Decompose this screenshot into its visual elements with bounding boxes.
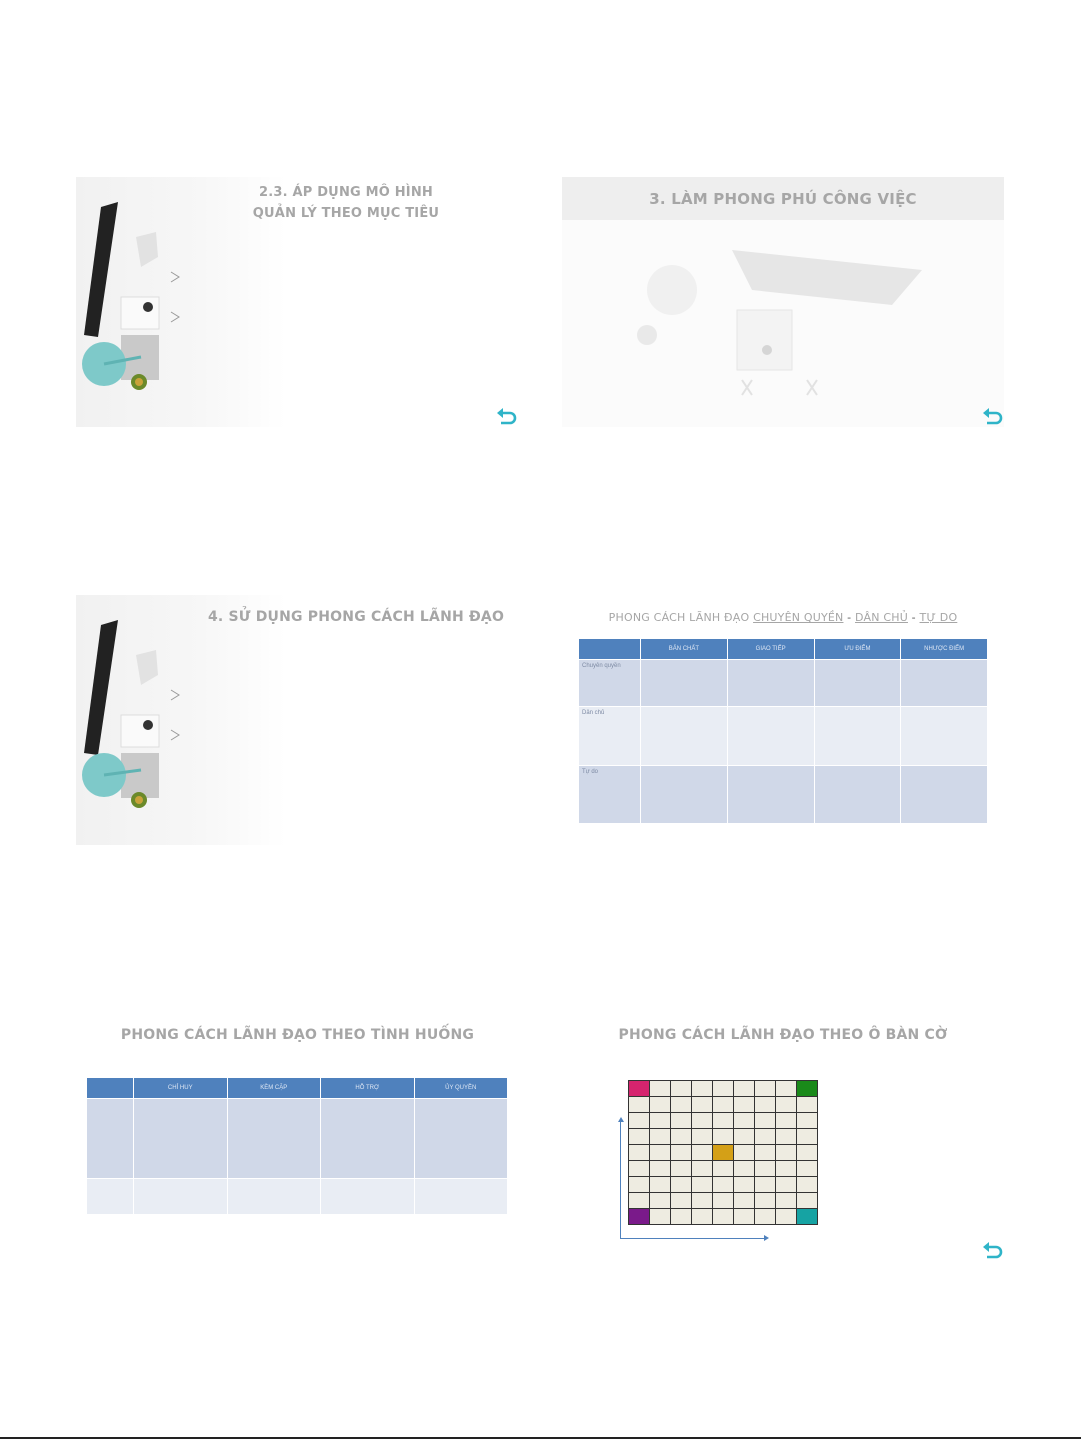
table-row	[87, 1179, 508, 1215]
grid-cell	[671, 1129, 691, 1144]
grid-cell	[776, 1193, 796, 1208]
grid-cell	[671, 1177, 691, 1192]
grid-cell	[650, 1177, 670, 1192]
grid-cell	[713, 1113, 733, 1128]
grid-cell	[776, 1081, 796, 1096]
slide-title: 4. SỬ DỤNG PHONG CÁCH LÃNH ĐẠO	[207, 609, 505, 625]
table-row	[579, 660, 988, 707]
grid-cell	[671, 1209, 691, 1224]
slide-managerial-grid	[562, 1013, 1004, 1263]
grid-cell	[650, 1161, 670, 1176]
grid-cell	[734, 1177, 754, 1192]
x-axis-arrow	[764, 1235, 769, 1241]
slide-title: 3. LÀM PHONG PHÚ CÔNG VIỆC	[649, 190, 917, 208]
return-arrow-icon[interactable]	[982, 1241, 1004, 1259]
slide-title	[562, 611, 1004, 624]
table-header-cell: KÈM CẶP	[227, 1078, 321, 1099]
managerial-grid-board	[628, 1080, 818, 1225]
grid-cell	[671, 1113, 691, 1128]
table-header-cell: ỦY QUYỀN	[414, 1078, 508, 1099]
grid-cell	[734, 1097, 754, 1112]
grid-cell	[692, 1177, 712, 1192]
table-header-cell	[87, 1078, 134, 1099]
grid-cell	[671, 1081, 691, 1096]
grid-cell	[776, 1161, 796, 1176]
grid-cell	[755, 1193, 775, 1208]
grid-cell	[650, 1145, 670, 1160]
grid-cell	[797, 1177, 817, 1192]
table-row	[87, 1099, 508, 1179]
grid-cell	[776, 1145, 796, 1160]
grid-cell	[692, 1145, 712, 1160]
grid-cell	[650, 1193, 670, 1208]
table-header-cell: GIAO TIẾP	[727, 639, 814, 660]
grid-cell	[713, 1177, 733, 1192]
table-row	[579, 707, 988, 766]
grid-cell	[692, 1161, 712, 1176]
grid-cell	[629, 1177, 649, 1192]
desk-photo	[76, 595, 286, 845]
slide-situational-leadership	[76, 1013, 519, 1263]
grid-cell	[629, 1113, 649, 1128]
grid-highlight-cell	[713, 1145, 733, 1160]
title-link-democratic[interactable]: DÂN CHỦ	[855, 611, 908, 624]
grid-cell	[650, 1209, 670, 1224]
styles-table	[578, 638, 988, 824]
slide-autocratic-democratic-free	[562, 595, 1004, 845]
grid-cell	[713, 1097, 733, 1112]
desk-illustration	[76, 595, 286, 845]
grid-cell	[650, 1113, 670, 1128]
grid-highlight-cell	[629, 1081, 649, 1096]
grid-cell	[797, 1113, 817, 1128]
slide-mbo	[76, 177, 519, 427]
title-separator: -	[843, 611, 856, 624]
table-header-cell: NHƯỢC ĐIỂM	[901, 639, 988, 660]
grid-highlight-cell	[629, 1209, 649, 1224]
grid-cell	[713, 1161, 733, 1176]
grid-cell	[755, 1177, 775, 1192]
grid-cell	[692, 1209, 712, 1224]
grid-cell	[755, 1209, 775, 1224]
grid-cell	[734, 1161, 754, 1176]
page-bottom-rule	[0, 1437, 1081, 1439]
grid-cell	[755, 1113, 775, 1128]
title-link-autocratic[interactable]: CHUYÊN QUYỀN	[753, 611, 844, 624]
slide-title: PHONG CÁCH LÃNH ĐẠO THEO Ô BÀN CỜ	[618, 1027, 948, 1043]
grid-cell	[713, 1129, 733, 1144]
grid-cell	[671, 1161, 691, 1176]
slide-job-enrichment	[562, 177, 1004, 427]
row-label: Tự do	[579, 766, 641, 824]
grid-cell	[797, 1145, 817, 1160]
title-link-free[interactable]: TỰ DO	[919, 611, 958, 624]
grid-cell	[692, 1113, 712, 1128]
return-arrow-icon[interactable]	[982, 407, 1004, 425]
grid-cell	[629, 1129, 649, 1144]
grid-cell	[776, 1129, 796, 1144]
title-separator: -	[907, 611, 920, 624]
slide-title: PHONG CÁCH LÃNH ĐẠO THEO TÌNH HUỐNG	[120, 1027, 475, 1043]
grid-cell	[650, 1097, 670, 1112]
grid-cell	[734, 1193, 754, 1208]
grid-cell	[671, 1097, 691, 1112]
grid-cell	[797, 1161, 817, 1176]
grid-cell	[629, 1145, 649, 1160]
grid-cell	[713, 1193, 733, 1208]
grid-highlight-cell	[797, 1081, 817, 1096]
title-line-2: QUẢN LÝ THEO MỤC TIÊU	[252, 206, 440, 221]
grid-cell	[671, 1193, 691, 1208]
grid-cell	[797, 1097, 817, 1112]
grid-cell	[692, 1081, 712, 1096]
grid-cell	[734, 1209, 754, 1224]
table-row	[579, 766, 988, 824]
y-axis	[620, 1121, 621, 1239]
grid-cell	[671, 1145, 691, 1160]
table-header-cell	[579, 639, 641, 660]
faded-desk-illustration	[562, 220, 1004, 427]
return-arrow-icon[interactable]	[496, 407, 518, 425]
table-header-row	[579, 639, 988, 660]
grid-cell	[734, 1145, 754, 1160]
table-header-cell: ƯU ĐIỂM	[814, 639, 901, 660]
slide-leadership-style	[76, 595, 519, 845]
y-axis-arrow	[618, 1117, 624, 1122]
grid-cell	[650, 1129, 670, 1144]
grid-cell	[692, 1193, 712, 1208]
table-header-cell: CHỈ HUY	[134, 1078, 228, 1099]
grid-cell	[755, 1097, 775, 1112]
grid-cell	[629, 1161, 649, 1176]
row-label: Chuyên quyền	[579, 660, 641, 707]
grid-cell	[776, 1113, 796, 1128]
row-label: Dân chủ	[579, 707, 641, 766]
grid-cell	[692, 1097, 712, 1112]
situational-table	[86, 1077, 508, 1215]
grid-cell	[650, 1081, 670, 1096]
grid-cell	[713, 1209, 733, 1224]
grid-cell	[734, 1081, 754, 1096]
grid-cell	[629, 1193, 649, 1208]
grid-cell	[755, 1129, 775, 1144]
grid-cell	[734, 1113, 754, 1128]
table-header-cell: BẢN CHẤT	[641, 639, 728, 660]
title-line-1: 2.3. ÁP DỤNG MÔ HÌNH	[258, 185, 434, 200]
grid-cell	[755, 1161, 775, 1176]
x-axis	[620, 1238, 765, 1239]
grid-cell	[776, 1097, 796, 1112]
grid-cell	[776, 1177, 796, 1192]
grid-cell	[797, 1193, 817, 1208]
grid-cell	[755, 1081, 775, 1096]
grid-cell	[776, 1209, 796, 1224]
grid-cell	[734, 1129, 754, 1144]
slide-title	[246, 182, 446, 224]
grid-cell	[713, 1081, 733, 1096]
grid-cell	[797, 1129, 817, 1144]
table-header-cell: HỖ TRỢ	[321, 1078, 415, 1099]
table-header-row	[87, 1078, 508, 1099]
grid-cell	[692, 1129, 712, 1144]
grid-cell	[755, 1145, 775, 1160]
grid-cell	[629, 1097, 649, 1112]
grid-highlight-cell	[797, 1209, 817, 1224]
title-prefix: PHONG CÁCH LÃNH ĐẠO	[608, 611, 754, 624]
